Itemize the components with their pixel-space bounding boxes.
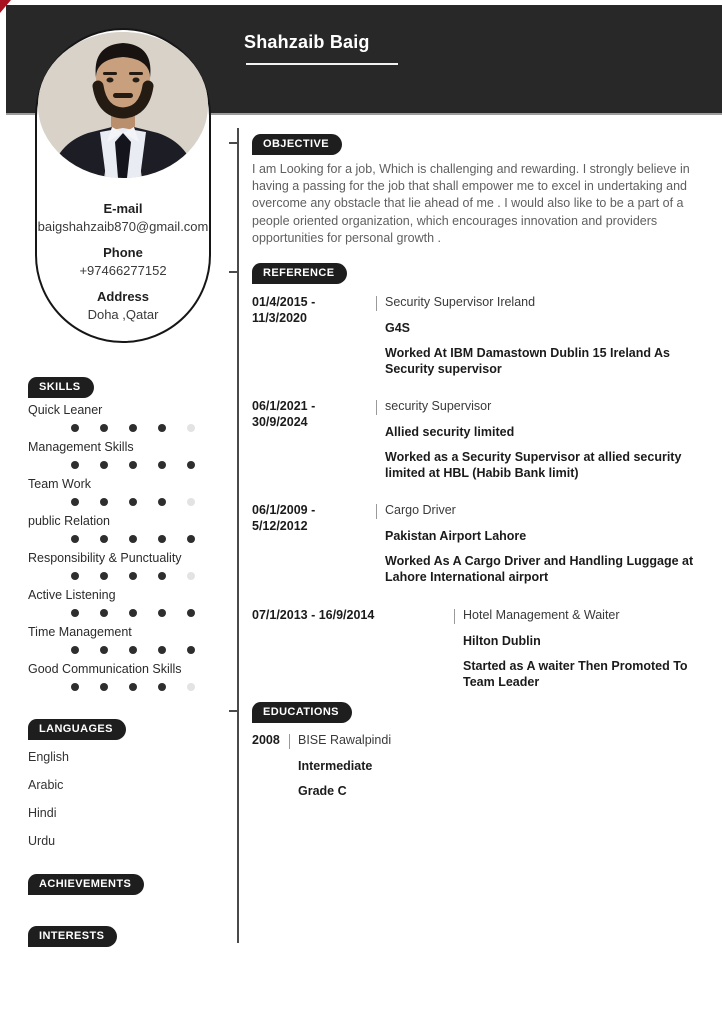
entry-separator-bar: [289, 734, 290, 749]
entry-title: Security Supervisor Ireland: [385, 295, 536, 309]
rating-dot-filled-icon: [100, 424, 108, 432]
rating-dot-filled-icon: [129, 572, 137, 580]
skill-rating-dots: [28, 609, 228, 617]
rating-dot-filled-icon: [129, 535, 137, 543]
phone-value: +97466277152: [79, 263, 167, 278]
rating-dot-filled-icon: [187, 535, 195, 543]
entry-date: [252, 503, 376, 534]
rating-dot-filled-icon: [100, 461, 108, 469]
entry-body: [463, 608, 714, 690]
skill-name: public Relation: [28, 514, 110, 528]
rating-dot-filled-icon: [100, 535, 108, 543]
address-label: Address: [96, 289, 150, 304]
divider-tick: [229, 710, 237, 712]
rating-dot-filled-icon: [100, 498, 108, 506]
rating-dot-filled-icon: [129, 424, 137, 432]
education-entry: [252, 733, 672, 800]
language-item: Urdu: [28, 834, 56, 848]
entry-separator-bar: [454, 609, 455, 624]
rating-dot-filled-icon: [158, 498, 166, 506]
education-year: 2008: [252, 733, 280, 747]
entry-body: [385, 503, 714, 585]
entry-description: Started as A waiter Then Promoted To Team Leader: [463, 659, 688, 689]
achievements-section-badge: ACHIEVEMENTS: [28, 874, 144, 895]
rating-dot-filled-icon: [187, 646, 195, 654]
language-item: Arabic: [28, 778, 64, 792]
skill-name: Time Management: [28, 625, 132, 639]
objective-section-badge: OBJECTIVE: [252, 134, 342, 155]
entry-description: Worked At IBM Damastown Dublin 15 Ireland As Security supervisor: [385, 346, 670, 376]
rating-dot-filled-icon: [158, 683, 166, 691]
interests-section-badge: INTERESTS: [28, 926, 117, 947]
rating-dot-filled-icon: [71, 646, 79, 654]
skill-name: Quick Leaner: [28, 403, 103, 417]
rating-dot-filled-icon: [100, 683, 108, 691]
rating-dot-filled-icon: [129, 683, 137, 691]
entry-body: [385, 295, 714, 377]
entry-date-line: 01/4/2015 -: [252, 295, 316, 309]
entry-date-line: 06/1/2021 -: [252, 399, 316, 413]
skill-item: [28, 403, 228, 432]
skill-name: Management Skills: [28, 440, 134, 454]
entry-body: [385, 399, 714, 481]
entry-date: [252, 295, 376, 326]
rating-dot-filled-icon: [100, 646, 108, 654]
skill-rating-dots: [28, 498, 228, 506]
rating-dot-filled-icon: [71, 424, 79, 432]
skill-item: [28, 625, 228, 654]
rating-dot-filled-icon: [187, 609, 195, 617]
rating-dot-filled-icon: [100, 609, 108, 617]
rating-dot-filled-icon: [71, 609, 79, 617]
skill-item: [28, 477, 228, 506]
rating-dot-filled-icon: [71, 535, 79, 543]
rating-dot-filled-icon: [100, 572, 108, 580]
education-school: BISE Rawalpindi: [298, 733, 392, 747]
portrait-illustration: [38, 32, 208, 178]
entry-company: Hilton Dublin: [463, 633, 541, 648]
rating-dot-filled-icon: [158, 646, 166, 654]
entry-date: 07/1/2013 - 16/9/2014: [252, 608, 375, 622]
education-grade: Grade C: [298, 784, 347, 798]
entry-separator-bar: [376, 296, 377, 311]
skills-section-badge: SKILLS: [28, 377, 94, 398]
address-value: Doha ,Qatar: [87, 307, 159, 322]
rating-dot-empty-icon: [187, 572, 195, 580]
rating-dot-filled-icon: [158, 572, 166, 580]
entry-company: Pakistan Airport Lahore: [385, 528, 527, 543]
entry-company: G4S: [385, 320, 411, 335]
rating-dot-filled-icon: [71, 498, 79, 506]
profile-card: [35, 28, 211, 343]
rating-dot-empty-icon: [187, 498, 195, 506]
skill-rating-dots: [28, 683, 228, 691]
phone-label: Phone: [103, 245, 143, 260]
rating-dot-filled-icon: [129, 609, 137, 617]
column-divider: [237, 128, 239, 943]
skill-item: [28, 551, 228, 580]
skills-list: [28, 403, 228, 699]
person-name: Shahzaib Baig: [244, 32, 370, 52]
skill-name: Good Communication Skills: [28, 662, 182, 676]
entry-date-line: 5/12/2012: [252, 518, 308, 533]
rating-dot-filled-icon: [158, 461, 166, 469]
entry-description: Worked as a Security Supervisor at allied security limited at HBL (Habib Bank limit): [385, 450, 682, 480]
entry-date-line: 30/9/2024: [252, 414, 308, 429]
rating-dot-empty-icon: [187, 424, 195, 432]
rating-dot-filled-icon: [71, 683, 79, 691]
entry-title: security Supervisor: [385, 399, 492, 413]
rating-dot-filled-icon: [158, 424, 166, 432]
languages-list: [28, 750, 69, 862]
skill-rating-dots: [28, 572, 228, 580]
rating-dot-filled-icon: [71, 461, 79, 469]
skill-name: Team Work: [28, 477, 91, 491]
rating-dot-filled-icon: [129, 461, 137, 469]
education-degree: Intermediate: [298, 758, 373, 773]
reference-entry: [252, 399, 714, 481]
entry-title: Cargo Driver: [385, 503, 456, 517]
entry-company: Allied security limited: [385, 424, 515, 439]
entry-description: Worked As A Cargo Driver and Handling Luggage at Lahore International airport: [385, 554, 694, 584]
entry-date: [252, 399, 376, 430]
reference-section-badge: REFERENCE: [252, 263, 347, 284]
educations-section-badge: EDUCATIONS: [252, 702, 352, 723]
divider-tick: [229, 271, 237, 273]
skill-item: [28, 514, 228, 543]
rating-dot-filled-icon: [187, 461, 195, 469]
rating-dot-filled-icon: [71, 572, 79, 580]
skill-rating-dots: [28, 461, 228, 469]
skill-rating-dots: [28, 535, 228, 543]
rating-dot-filled-icon: [129, 646, 137, 654]
reference-entry: [252, 503, 714, 585]
divider-tick: [229, 142, 237, 144]
entry-date-line: 06/1/2009 -: [252, 503, 316, 517]
skill-rating-dots: [28, 424, 228, 432]
profile-photo: [38, 32, 208, 178]
rating-dot-filled-icon: [129, 498, 137, 506]
name-underline: [246, 63, 398, 65]
skill-rating-dots: [28, 646, 228, 654]
skill-item: [28, 588, 228, 617]
entry-separator-bar: [376, 400, 377, 415]
rating-dot-empty-icon: [187, 683, 195, 691]
contact-block: [27, 190, 219, 322]
language-item: Hindi: [28, 806, 57, 820]
email-label: E-mail: [103, 201, 143, 216]
reference-entry: [252, 608, 714, 690]
skill-name: Responsibility & Punctuality: [28, 551, 182, 565]
email-value: baigshahzaib870@gmail.com: [37, 219, 209, 234]
entry-title: Hotel Management & Waiter: [463, 608, 620, 622]
language-item: English: [28, 750, 69, 764]
entry-date-line: 11/3/2020: [252, 310, 307, 325]
skill-item: [28, 440, 228, 469]
entry-separator-bar: [376, 504, 377, 519]
skill-name: Active Listening: [28, 588, 116, 602]
rating-dot-filled-icon: [158, 609, 166, 617]
skill-item: [28, 662, 228, 691]
rating-dot-filled-icon: [158, 535, 166, 543]
education-body: [298, 733, 391, 800]
languages-section-badge: LANGUAGES: [28, 719, 126, 740]
objective-text: I am Looking for a job, Which is challenging and rewarding. I strongly believe in having a passing for the job that shall empower me to excel in undertaking and overcome any obstacle that lie ahead of me . I would also like to be a part of a people oriented organization, which encourages innovation and providers opportunities for personal growth .: [252, 162, 690, 245]
reference-entry: [252, 295, 714, 377]
